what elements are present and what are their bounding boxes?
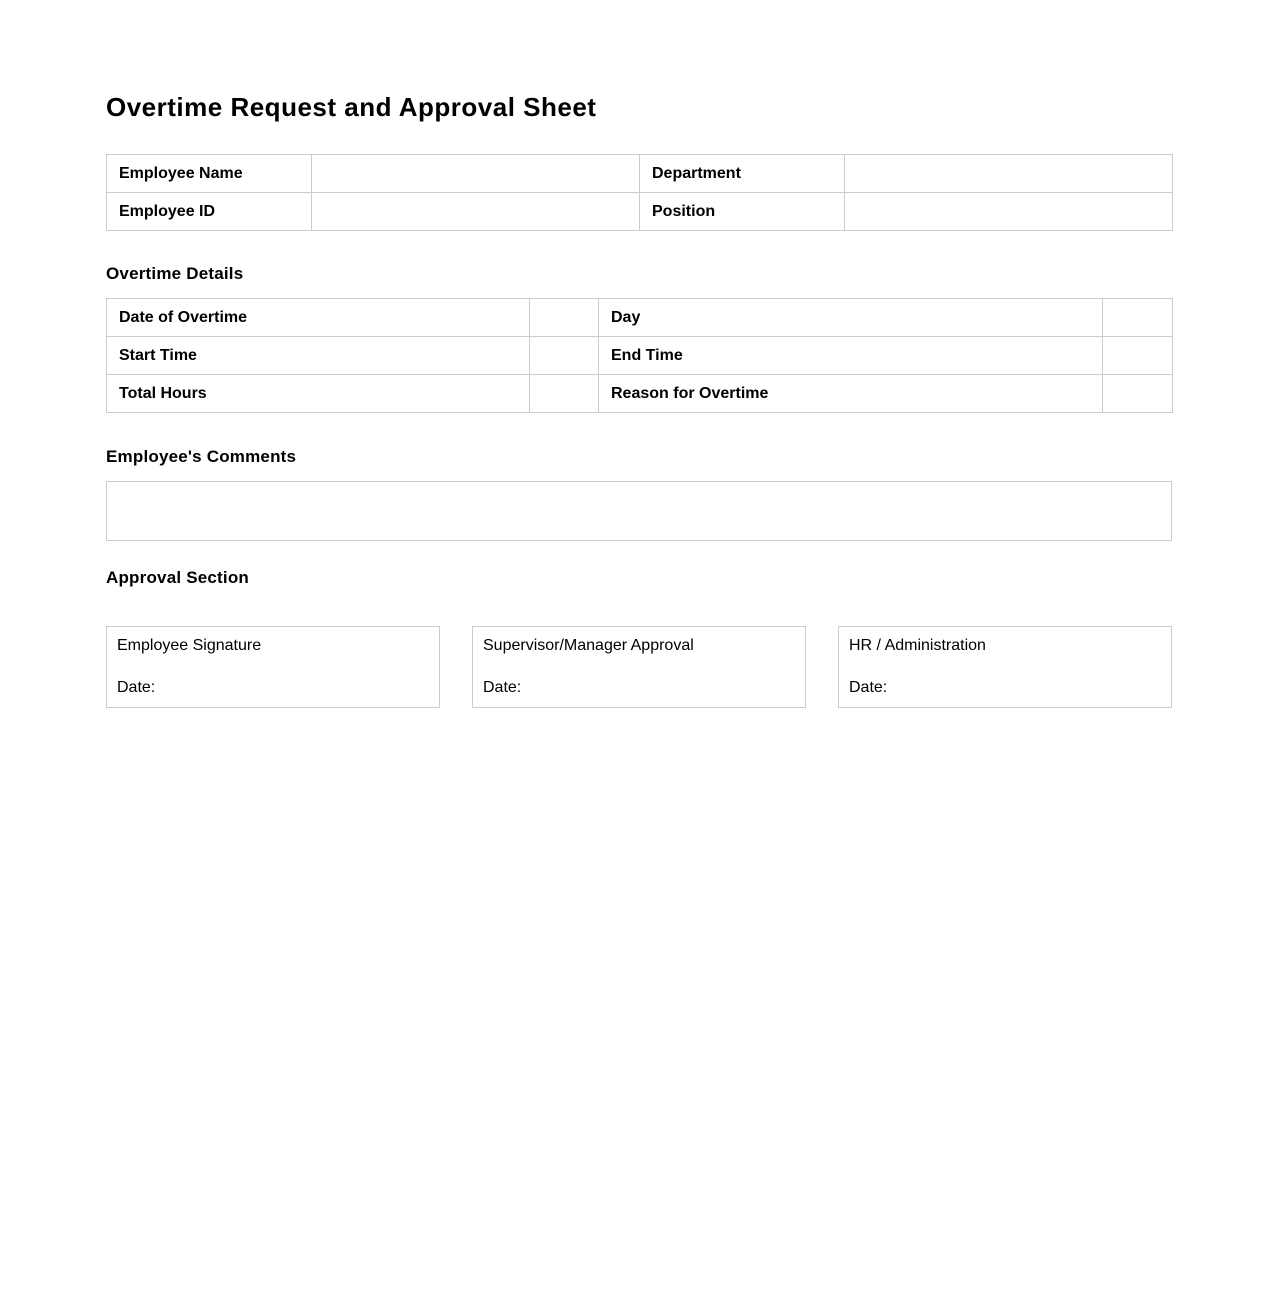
comments-heading: Employee's Comments xyxy=(106,447,297,466)
date-of-overtime-field[interactable] xyxy=(530,299,599,337)
page-title: Overtime Request and Approval Sheet xyxy=(106,92,597,122)
reason-label: Reason for Overtime xyxy=(599,375,1103,413)
employee-name-field[interactable] xyxy=(312,155,640,193)
hr-approval-box[interactable] xyxy=(838,626,1172,708)
employee-id-field[interactable] xyxy=(312,193,640,231)
end-time-label: End Time xyxy=(599,337,1103,375)
total-hours-label: Total Hours xyxy=(107,375,530,413)
signature-box-title: Employee Signature xyxy=(117,637,262,654)
approval-heading: Approval Section xyxy=(106,568,250,587)
reason-field[interactable] xyxy=(1103,375,1173,413)
signature-box-title: HR / Administration xyxy=(849,637,986,654)
table-row xyxy=(107,337,1173,375)
table-row xyxy=(107,299,1173,337)
position-field[interactable] xyxy=(845,193,1173,231)
date-label: Date: xyxy=(117,679,156,696)
overtime-details-table xyxy=(106,298,1173,413)
table-row xyxy=(107,375,1173,413)
employee-name-label: Employee Name xyxy=(107,155,312,193)
employee-id-label: Employee ID xyxy=(107,193,312,231)
start-time-field[interactable] xyxy=(530,337,599,375)
comments-field[interactable] xyxy=(106,481,1172,541)
total-hours-field[interactable] xyxy=(530,375,599,413)
signature-box-title: Supervisor/Manager Approval xyxy=(483,637,694,654)
employee-info-table xyxy=(106,154,1173,231)
day-label: Day xyxy=(599,299,1103,337)
table-row xyxy=(107,155,1173,193)
table-row xyxy=(107,193,1173,231)
start-time-label: Start Time xyxy=(107,337,530,375)
department-field[interactable] xyxy=(845,155,1173,193)
overtime-details-heading: Overtime Details xyxy=(106,264,244,283)
employee-signature-box[interactable] xyxy=(106,626,440,708)
date-label: Date: xyxy=(483,679,522,696)
date-of-overtime-label: Date of Overtime xyxy=(107,299,530,337)
position-label: Position xyxy=(640,193,845,231)
day-field[interactable] xyxy=(1103,299,1173,337)
department-label: Department xyxy=(640,155,845,193)
supervisor-approval-box[interactable] xyxy=(472,626,806,708)
end-time-field[interactable] xyxy=(1103,337,1173,375)
date-label: Date: xyxy=(849,679,888,696)
